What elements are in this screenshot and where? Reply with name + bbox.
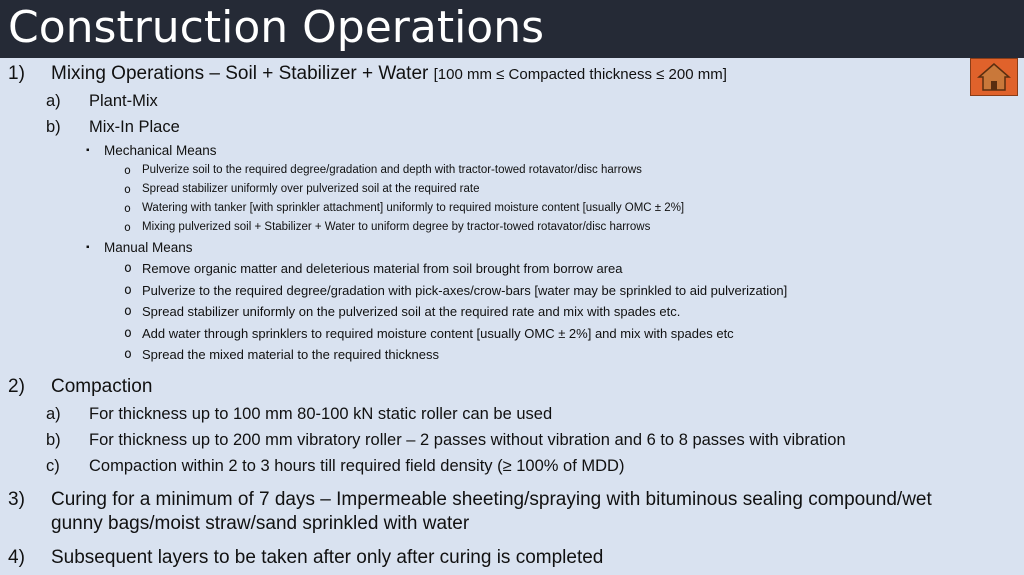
- item-text: Spread stabilizer uniformly over pulverized soil at the required rate: [142, 183, 480, 195]
- item-text: Compaction: [51, 376, 153, 397]
- bullet-square-icon: ▪: [86, 242, 90, 253]
- title-bar: [0, 0, 1024, 58]
- item-text: Compaction within 2 to 3 hours till required field density (≥ 100% of MDD): [89, 457, 625, 475]
- item-text: Mix-In Place: [89, 118, 180, 136]
- home-button[interactable]: [970, 58, 1018, 96]
- item-number: 1): [8, 63, 25, 84]
- item-text: Add water through sprinklers to required moisture content [usually OMC ± 2%] and mix with spades etc: [142, 326, 734, 341]
- item-text: For thickness up to 100 mm 80-100 kN static roller can be used: [89, 405, 553, 423]
- item-letter: a): [46, 405, 61, 423]
- item-number: 3): [8, 489, 25, 510]
- bullet-circle-icon: o: [124, 163, 131, 177]
- bullet-circle-icon: o: [124, 326, 132, 341]
- bullet-circle-icon: o: [124, 261, 132, 276]
- item-text: Manual Means: [104, 240, 193, 255]
- bullet-square-icon: ▪: [86, 145, 90, 156]
- item-text: gunny bags/moist straw/sand sprinkled with water: [51, 513, 470, 534]
- item-text: Mechanical Means: [104, 143, 217, 158]
- item-letter: b): [46, 118, 61, 136]
- item-text: Curing for a minimum of 7 days – Impermeable sheeting/spraying with bituminous sealing compound/wet: [51, 489, 932, 510]
- bullet-circle-icon: o: [124, 182, 131, 196]
- item-text: Spread the mixed material to the required thickness: [142, 347, 439, 362]
- item-text: Mixing pulverized soil + Stabilizer + Water to uniform degree by tractor-towed rotavator/disc harrows: [142, 221, 651, 233]
- bullet-circle-icon: o: [124, 283, 132, 298]
- item-letter: a): [46, 92, 61, 110]
- item-note: [100 mm ≤ Compacted thickness ≤ 200 mm]: [433, 66, 727, 83]
- item-text: Pulverize soil to the required degree/gradation and depth with tractor-towed rotavator/disc harrows: [142, 164, 642, 176]
- item-text: For thickness up to 200 mm vibratory roller – 2 passes without vibration and 6 to 8 passes with vibration: [89, 431, 846, 449]
- slide-title: Construction Operations: [8, 2, 545, 53]
- bullet-circle-icon: o: [124, 220, 131, 234]
- bullet-circle-icon: o: [124, 347, 132, 362]
- item-text: Remove organic matter and deleterious material from soil brought from borrow area: [142, 261, 623, 276]
- item-text: Mixing Operations – Soil + Stabilizer + Water: [51, 63, 434, 84]
- item-text: Pulverize to the required degree/gradation with pick-axes/crow-bars [water may be sprinkled to aid pulverization]: [142, 283, 788, 298]
- item-number: 4): [8, 547, 25, 568]
- bullet-circle-icon: o: [124, 201, 131, 215]
- item-letter: c): [46, 457, 60, 475]
- home-icon: [977, 62, 1011, 92]
- item-number: 2): [8, 376, 25, 397]
- item-text: Watering with tanker [with sprinkler attachment] uniformly to required moisture content [usually OMC ± 2%]: [142, 202, 685, 214]
- item-text: Subsequent layers to be taken after only after curing is completed: [51, 547, 604, 568]
- item-text: Plant-Mix: [89, 92, 158, 110]
- item-text: Spread stabilizer uniformly on the pulverized soil at the required rate and mix with spades etc.: [142, 304, 681, 319]
- bullet-circle-icon: o: [124, 304, 132, 319]
- item-letter: b): [46, 431, 61, 449]
